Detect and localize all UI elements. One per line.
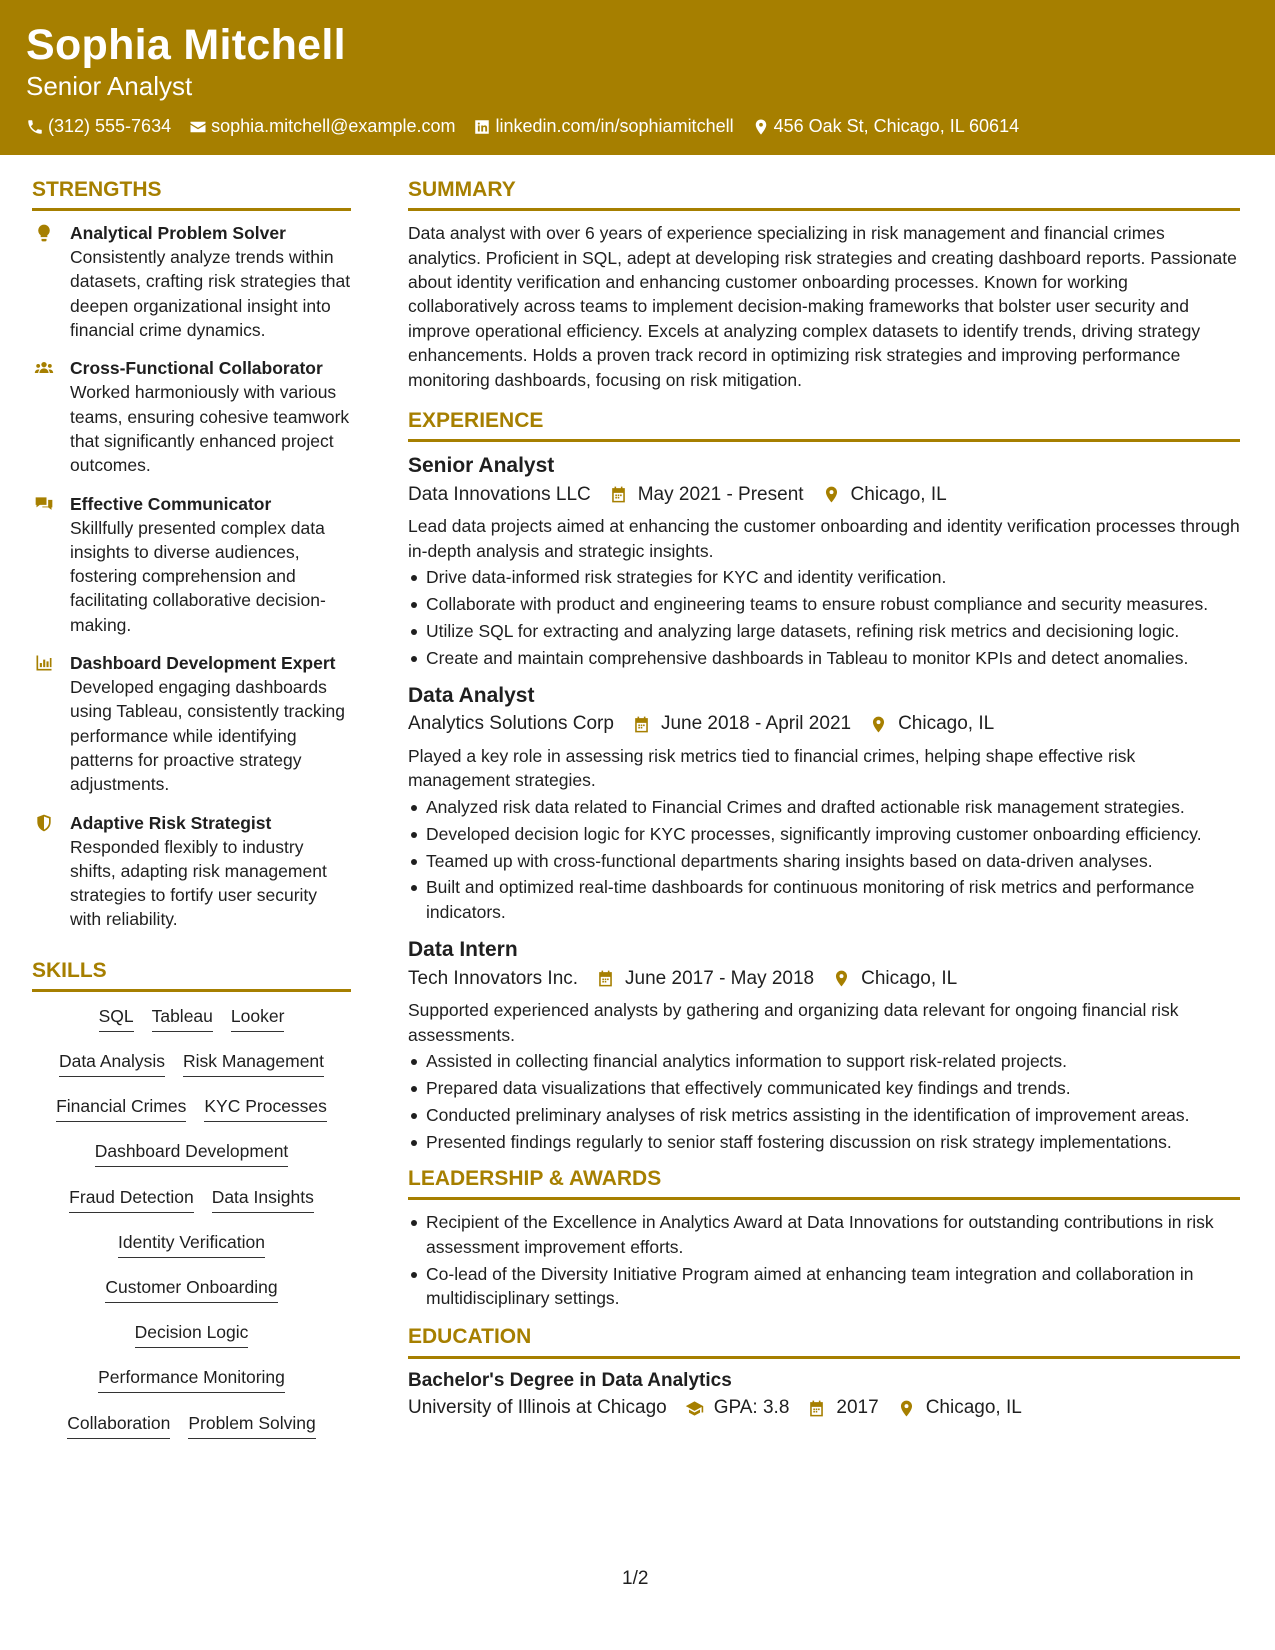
job-dates-text: May 2021 - Present	[637, 483, 804, 505]
job-title: Data Intern	[408, 938, 518, 962]
strength-desc: Skillfully presented complex data insights to diverse audiences, fostering comprehension and facilitating collaborative decision-making.	[70, 517, 326, 635]
contact-address	[752, 116, 1020, 137]
job-entry	[408, 682, 1240, 924]
job-dates	[632, 711, 851, 738]
comments-icon	[34, 494, 54, 514]
candidate-role: Senior Analyst	[26, 71, 193, 102]
award-item: Recipient of the Excellence in Analytics Award at Data Innovations for outstanding contributions in risk assessment improvement efforts.	[408, 1210, 1240, 1259]
strength-title: Effective Communicator	[70, 493, 272, 514]
job-company: Data Innovations LLC	[408, 483, 591, 505]
education-heading: EDUCATION	[408, 1324, 1240, 1358]
strength-desc: Worked harmoniously with various teams, ensuring cohesive teamwork that significantly enhanced project outcomes.	[70, 382, 350, 476]
calendar-icon	[807, 1399, 826, 1418]
skill-tag: Identity Verification	[118, 1230, 265, 1258]
users-icon	[34, 358, 54, 378]
strength-title: Analytical Problem Solver	[70, 223, 286, 244]
resume-header	[0, 0, 1275, 155]
skill-tag: Fraud Detection	[69, 1185, 194, 1213]
map-pin-icon	[869, 715, 888, 734]
skill-tag: KYC Processes	[204, 1094, 327, 1122]
skill-row	[32, 1137, 351, 1182]
phone-icon	[26, 118, 44, 136]
skill-tag: Dashboard Development	[95, 1139, 289, 1167]
awards-list	[408, 1210, 1240, 1310]
education-location	[897, 1395, 1022, 1422]
education-gpa	[685, 1395, 790, 1422]
calendar-icon	[632, 715, 651, 734]
skill-tag: Risk Management	[183, 1049, 324, 1077]
education-year	[807, 1395, 878, 1422]
map-pin-icon	[897, 1399, 916, 1418]
job-entry	[408, 452, 1240, 670]
skill-tag: Problem Solving	[188, 1411, 315, 1439]
contact-bar	[26, 116, 1249, 137]
skill-row	[32, 1318, 351, 1363]
experience-heading: EXPERIENCE	[408, 408, 1240, 442]
skill-tag: Customer Onboarding	[105, 1275, 277, 1303]
job-location	[822, 482, 947, 509]
job-bullet: Prepared data visualizations that effectively communicated key findings and trends.	[408, 1076, 1240, 1100]
skill-tag: Financial Crimes	[56, 1094, 186, 1122]
phone-text: (312) 555-7634	[48, 116, 172, 137]
shield-icon	[34, 813, 54, 833]
skill-tag: SQL	[99, 1004, 134, 1032]
skill-row	[32, 1092, 351, 1137]
job-description: Played a key role in assessing risk metrics tied to financial crimes, helping shape effective risk management strategies.	[408, 745, 1136, 791]
job-location-text: Chicago, IL	[898, 713, 995, 735]
job-entry	[408, 936, 1240, 1154]
skill-row	[32, 1363, 351, 1408]
chart-icon	[34, 653, 54, 673]
linkedin-icon	[473, 118, 491, 136]
calendar-icon	[596, 969, 615, 988]
job-bullet: Assisted in collecting financial analytics information to support risk-related projects.	[408, 1049, 1240, 1073]
job-dates-text: June 2017 - May 2018	[625, 967, 815, 989]
strength-item	[32, 811, 351, 932]
skills-list	[32, 1002, 351, 1454]
strength-item	[32, 651, 351, 796]
job-bullet: Analyzed risk data related to Financial Crimes and drafted actionable risk management strategies.	[408, 795, 1240, 819]
skills-heading: SKILLS	[32, 958, 351, 992]
job-meta	[408, 711, 1240, 738]
skill-row	[32, 1002, 351, 1047]
job-location	[869, 711, 994, 738]
linkedin-text: linkedin.com/in/sophiamitchell	[495, 116, 734, 137]
awards-heading: LEADERSHIP & AWARDS	[408, 1166, 1240, 1200]
job-bullets	[408, 795, 1240, 925]
job-company: Tech Innovators Inc.	[408, 967, 579, 989]
right-column	[408, 177, 1240, 1428]
education-gpa-text: GPA: 3.8	[713, 1397, 790, 1419]
job-dates	[596, 966, 814, 993]
job-dates	[609, 482, 804, 509]
job-description: Lead data projects aimed at enhancing the customer onboarding and identity verification processes through in-depth analysis and strategic insights.	[408, 516, 1240, 561]
skill-row	[32, 1047, 351, 1092]
contact-phone[interactable]	[26, 116, 171, 137]
skill-row	[32, 1273, 351, 1318]
address-text: 456 Oak St, Chicago, IL 60614	[773, 116, 1020, 137]
job-location	[832, 966, 957, 993]
award-item: Co-lead of the Diversity Initiative Program aimed at enhancing team integration and collaboration in multidisciplinary settings.	[408, 1262, 1240, 1311]
job-bullet: Collaborate with product and engineering teams to ensure robust compliance and security measures.	[408, 592, 1240, 616]
job-bullets	[408, 1049, 1240, 1154]
map-pin-icon	[752, 118, 770, 136]
strengths-heading: STRENGTHS	[32, 177, 351, 211]
job-bullet: Developed decision logic for KYC processes, significantly improving customer onboarding efficiency.	[408, 822, 1240, 846]
skill-tag: Performance Monitoring	[98, 1365, 285, 1393]
education-meta	[408, 1395, 1240, 1422]
skill-row	[32, 1228, 351, 1273]
education-school: University of Illinois at Chicago	[408, 1397, 667, 1419]
graduation-cap-icon	[685, 1399, 704, 1418]
skill-row	[32, 1409, 351, 1454]
job-bullets	[408, 565, 1240, 670]
strength-item	[32, 356, 351, 477]
summary-text: Data analyst with over 6 years of experience specializing in risk management and financial crimes analytics. Proficient in SQL, adept at developing risk strategies and creating dashboard reports. Passionate about identity verification and enhancing customer onboarding processes. Known for working collaboratively across teams to implement decision-making frameworks that bolster user security and improve operational efficiency. Excels at analyzing complex datasets to identify trends, driving strategy enhancements. Holds a proven track record in optimizing risk strategies and improving performance monitoring dashboards, focusing on risk mitigation.	[408, 223, 1237, 390]
skill-tag: Tableau	[152, 1004, 213, 1032]
strength-desc: Responded flexibly to industry shifts, adapting risk management strategies to fortify user security with reliability.	[70, 836, 327, 930]
job-title: Senior Analyst	[408, 454, 555, 478]
skill-row	[32, 1183, 351, 1228]
job-bullet: Drive data-informed risk strategies for KYC and identity verification.	[408, 565, 1240, 589]
strength-title: Adaptive Risk Strategist	[70, 812, 272, 833]
skill-tag: Collaboration	[67, 1411, 170, 1439]
skill-tag: Data Analysis	[59, 1049, 165, 1077]
job-bullet: Create and maintain comprehensive dashboards in Tableau to monitor KPIs and detect anomalies.	[408, 646, 1240, 670]
strength-desc: Consistently analyze trends within datasets, crafting risk strategies that deepen organizational insight into financial crime dynamics.	[70, 247, 351, 341]
job-bullet: Conducted preliminary analyses of risk metrics assisting in the identification of improvement areas.	[408, 1103, 1240, 1127]
skill-tag: Decision Logic	[135, 1320, 249, 1348]
strength-title: Dashboard Development Expert	[70, 653, 336, 674]
contact-email[interactable]	[189, 116, 455, 137]
strength-item	[32, 492, 351, 637]
job-title: Data Analyst	[408, 684, 535, 708]
map-pin-icon	[832, 969, 851, 988]
job-meta	[408, 482, 1240, 509]
job-meta	[408, 966, 1240, 993]
job-dates-text: June 2018 - April 2021	[660, 713, 852, 735]
strength-title: Cross-Functional Collaborator	[70, 358, 323, 379]
page-number: 1/2	[622, 1568, 649, 1589]
job-description: Supported experienced analysts by gathering and organizing data relevant for ongoing financial risk assessments.	[408, 1000, 1179, 1045]
job-bullet: Utilize SQL for extracting and analyzing large datasets, refining risk metrics and decisioning logic.	[408, 619, 1240, 643]
envelope-icon	[189, 118, 207, 136]
left-column	[32, 177, 351, 1454]
map-pin-icon	[822, 485, 841, 504]
education-degree: Bachelor's Degree in Data Analytics	[408, 1369, 732, 1391]
job-bullet: Built and optimized real-time dashboards for continuous monitoring of risk metrics and performance indicators.	[408, 875, 1240, 924]
calendar-icon	[609, 485, 628, 504]
education-location-text: Chicago, IL	[925, 1397, 1022, 1419]
job-bullet: Teamed up with cross-functional departments sharing insights based on data-driven analyses.	[408, 849, 1240, 873]
job-bullet: Presented findings regularly to senior staff fostering discussion on risk strategy implementations.	[408, 1130, 1240, 1154]
education-year-text: 2017	[836, 1397, 879, 1419]
job-location-text: Chicago, IL	[861, 967, 958, 989]
job-location-text: Chicago, IL	[850, 483, 947, 505]
strength-desc: Developed engaging dashboards using Tableau, consistently tracking performance while identifying patterns for proactive strategy adjustments.	[70, 677, 345, 795]
email-text: sophia.mitchell@example.com	[211, 116, 456, 137]
skill-tag: Data Insights	[212, 1185, 314, 1213]
lightbulb-icon	[34, 223, 54, 243]
skill-tag: Looker	[231, 1004, 285, 1032]
job-company: Analytics Solutions Corp	[408, 713, 614, 735]
contact-linkedin[interactable]	[473, 116, 733, 137]
candidate-name: Sophia Mitchell	[26, 21, 346, 69]
strength-item	[32, 221, 351, 342]
summary-heading: SUMMARY	[408, 177, 1240, 211]
